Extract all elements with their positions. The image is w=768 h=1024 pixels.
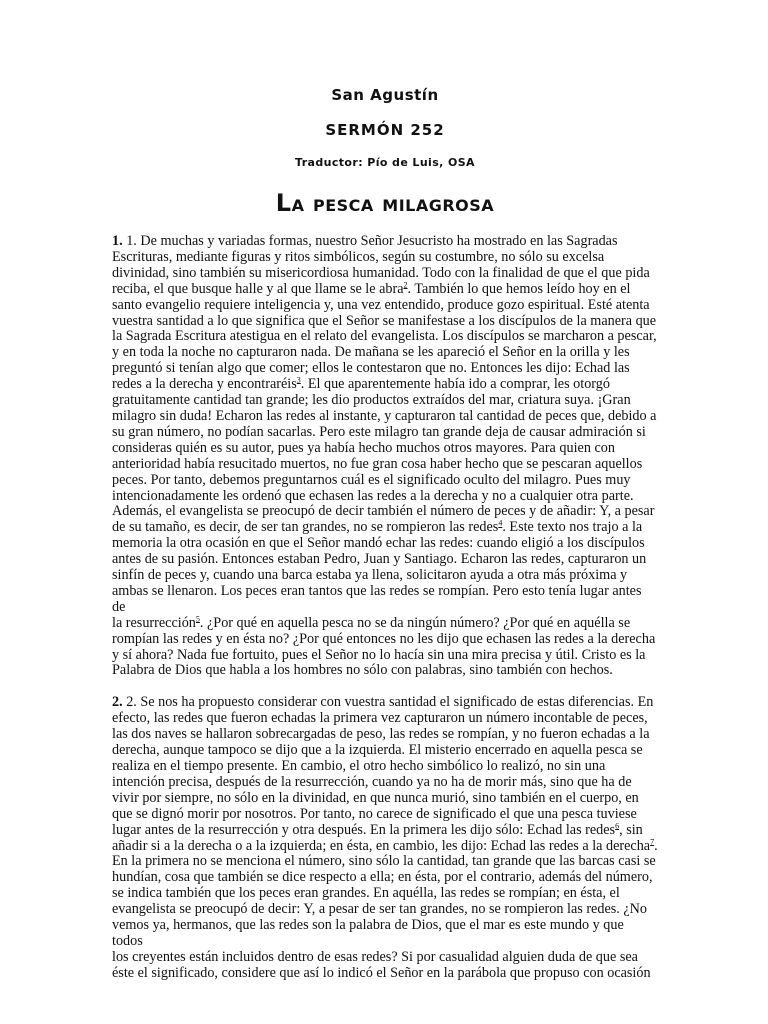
text-line: rompían las redes y en ésta no? ¿Por qué entonces no les dijo que echasen las redes a la derecha (112, 630, 656, 647)
text-line: milagro sin duda! Echaron las redes al instante, y capturaron tal cantidad de peces que, debido a (112, 407, 657, 424)
text-line: evangelista se preocupó de decir: Y, a pesar de ser tan grandes, no se rompieron las redes. ¿No (112, 901, 647, 918)
title-rest: a pesca milagrosa (291, 191, 495, 217)
text-line: éste el significado, considere que así lo indicó el Señor en la parábola que propuso con ocasión (112, 964, 651, 981)
paragraph-number: 2. (112, 694, 123, 711)
text-line: divinidad, sino también su misericordiosa humanidad. Todo con la finalidad de que el que pida (112, 264, 650, 281)
text-line: sinfín de peces y, cuando una barca estaba ya llena, solicitaron ayuda a otra más próxima y (112, 567, 628, 584)
text-line: Escrituras, mediante figuras y ritos simbólicos, según su costumbre, no sólo su excelsa (112, 248, 605, 265)
text-line: gratuitamente cantidad tan grande; les dio productos extraídos del mar, criatura suya. ¡Gran (112, 392, 631, 409)
document-title (112, 189, 658, 217)
title-initial: L (275, 189, 292, 217)
translator-line: Traductor: Pío de Luis, OSA (295, 156, 475, 169)
text-line: , sin (619, 821, 643, 838)
text-line: de su tamaño, es decir, de ser tan grandes, no se rompieron las redes (112, 519, 499, 536)
text-line: redes a la derecha y encontraréis (112, 376, 297, 393)
text-line: 1. De muchas y variadas formas, nuestro Señor Jesucristo ha mostrado en las Sagradas (122, 233, 618, 249)
text-line: ambas se llenaron. Los peces eran tantos que las redes se rompían. Pero esto tenía lugar antes de (112, 582, 642, 615)
text-line: realiza en el tiempo presente. En cambio, el otro hecho simbólico lo realizó, no sin una (112, 758, 606, 774)
text-line: efecto, las redes que fueron echadas la primera vez capturaron un número incontable de peces, (112, 710, 648, 727)
text-line: y en toda la noche no capturaron nada. De mañana se les apareció el Señor en la orilla y les (112, 344, 630, 361)
sermon-heading: SERMÓN 252 (325, 121, 445, 139)
footnote-link[interactable]: 6 (615, 820, 620, 830)
text-line: antes de su pasión. Entonces estaban Pedro, Juan y Santiago. Echaron las redes, capturaron un (112, 551, 647, 568)
text-line: . ¿Por qué en aquella pesca no se da ningún número? ¿Por qué en aquélla se (199, 614, 631, 631)
text-line: se indica también que los peces eran grandes. En aquélla, las redes se rompían; en ésta, el (112, 885, 620, 902)
text-line: la Sagrada Escritura atestigua en el relato del evangelista. Los discípulos se marcharon a pescar, (112, 328, 657, 345)
text-line: . El que aparentemente había ido a comprar, les otorgó (300, 376, 610, 393)
text-line: . También lo que hemos leído hoy en el (407, 280, 631, 297)
text-line: vuestra santidad a lo que significa que el Señor se manifestase a los discípulos de la manera que (112, 312, 657, 329)
text-line: memoria la otra ocasión en que el Señor mandó echar las redes: cuando eligió a los discípulos (112, 535, 645, 552)
text-line: Además, el evangelista se preocupó de decir también el número de peces y de añadir: Y, a pesar (112, 503, 655, 520)
text-line: vivir por siempre, no sólo en la divinidad, en que nunca murió, sino también en el cuerpo, en (112, 789, 639, 806)
footnote-link[interactable]: 2 (403, 279, 408, 289)
text-line: santo evangelio requiere inteligencia y, una vez entendido, produce gozo espiritual. Esté atenta (112, 296, 650, 313)
text-line: su gran número, no podían sacarlas. Pero este milagro tan grande deja de causar admiración si (112, 423, 646, 440)
text-line: y sí ahora? Nada fue fortuito, pues el Señor no lo hacía sin una mira precisa y útil. Cristo es la (112, 646, 646, 663)
text-line: las dos naves se hallaron sobrecargadas de peso, las redes se rompían, y no fueron echadas a la (112, 726, 650, 743)
text-line: añadir si a la derecha o a la izquierda; en ésta, en cambio, les dijo: Echad las redes a la derecha (112, 837, 651, 854)
text-line: que se dignó morir por nosotros. Por tanto, no carece de significado el que una pesca tuviese (112, 805, 637, 822)
text-line: intencionadamente les ordenó que echasen las redes a la derecha y no a cualquier otra parte. (112, 487, 634, 504)
document-page (112, 0, 658, 982)
footnote-link[interactable]: 5 (195, 614, 200, 624)
text-line: derecha, aunque tampoco se dijo que a la izquierda. El misterio encerrado en aquella pesca se (112, 742, 643, 759)
text-line: consideras quién es su autor, pues ya había hecho muchos otros mayores. Para quien con (112, 439, 615, 456)
text-line: . Este texto nos trajo a la (502, 519, 643, 536)
paragraph-number: 1. (112, 233, 123, 249)
text-line: En la primera no se menciona el número, sino sólo la cantidad, tan grande que las barcas casi se (112, 853, 656, 870)
paragraph-1 (112, 234, 658, 679)
text-line: vemos ya, hermanos, que las redes son la palabra de Dios, que el mar es este mundo y que todos (112, 917, 624, 949)
text-line: hundían, cosa que también se dice respecto a ella; en ésta, por el contrario, además del número, (112, 869, 653, 886)
text-line: la resurrección (112, 614, 196, 631)
author-heading: San Agustín (331, 86, 439, 104)
footnote-link[interactable]: 4 (498, 518, 503, 528)
paragraph-2 (112, 695, 658, 981)
text-line: reciba, el que busque halle y al que llame se le abra (112, 280, 404, 297)
footnote-link[interactable]: 3 (296, 375, 301, 385)
text-line: . (654, 837, 658, 854)
text-line: intención precisa, después de la resurrección, cuando ya no ha de morir más, sino que ha de (112, 773, 632, 790)
text-line: peces. Por tanto, debemos preguntarnos cuál es el significado oculto del milagro. Pues muy (112, 471, 631, 488)
text-line: Palabra de Dios que habla a los hombres no sólo con palabras, sino también con hechos. (112, 662, 613, 679)
text-line: 2. Se nos ha propuesto considerar con vuestra santidad el significado de estas diferencias. En (122, 694, 654, 711)
text-line: los creyentes están incluidos dentro de esas redes? Si por casualidad alguien duda de que sea (112, 948, 638, 965)
footnote-link[interactable]: 7 (650, 836, 655, 846)
text-line: lugar antes de la resurrección y otra después. En la primera les dijo sólo: Echad las redes (112, 821, 616, 838)
text-line: anterioridad había resucitado muertos, no fue gran cosa haber hecho que se pescaran aquellos (112, 455, 643, 472)
text-line: preguntó si tenían algo que comer; ellos le contestaron que no. Entonces les dijo: Echad las (112, 360, 630, 377)
